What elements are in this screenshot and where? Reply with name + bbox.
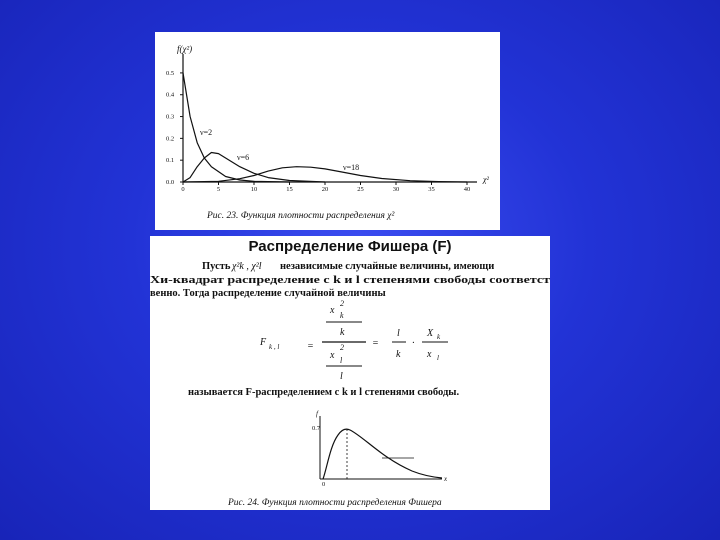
den-top: x bbox=[330, 350, 335, 361]
x-tick-label: 15 bbox=[286, 186, 293, 193]
chi-square-figure-panel bbox=[155, 32, 500, 230]
x-tick-label: 20 bbox=[321, 186, 329, 193]
density-y-label: f bbox=[316, 410, 318, 418]
frac3-num: X bbox=[427, 328, 434, 339]
text-line2: Хи-квадрат распределение с k и l степенями свободы соответст bbox=[150, 275, 550, 286]
text-line1-prefix: Пусть bbox=[202, 261, 231, 272]
frac2-num: l bbox=[397, 328, 400, 339]
x-tick-label: 10 bbox=[250, 186, 258, 193]
text-line3: венно. Тогда распределение случайной величины bbox=[150, 288, 386, 299]
frac3-den: x bbox=[427, 349, 432, 360]
fisher-formula bbox=[259, 299, 448, 382]
num-denom: k bbox=[340, 327, 345, 338]
text-line1-rest: независимые случайные величины, имеющи bbox=[280, 261, 495, 272]
definition-text: называется F-распределением с k и l степенями свободы. bbox=[188, 387, 460, 398]
density-x-label: x bbox=[444, 475, 448, 483]
formula-dot: · bbox=[412, 338, 415, 349]
formula-lhs: F bbox=[260, 337, 267, 348]
chi-square-chart bbox=[155, 32, 500, 230]
den-top-exp: 2 bbox=[340, 343, 344, 352]
curve-label-nu2: ν=2 bbox=[200, 128, 213, 137]
text-line1-vars: χ²k , χ²l bbox=[232, 261, 262, 272]
y-axis-label: f(χ²) bbox=[177, 44, 193, 54]
y-tick-label: 0.4 bbox=[166, 91, 175, 99]
frac2-den: k bbox=[396, 349, 401, 360]
curve-label-nu18: ν=18 bbox=[343, 163, 360, 172]
fisher-density-plot bbox=[312, 410, 448, 488]
den-top-sub: l bbox=[340, 356, 343, 365]
y-tick-label: 0.1 bbox=[166, 157, 175, 165]
x-tick-label: 0 bbox=[181, 186, 185, 193]
formula-lhs-sub: k , l bbox=[269, 343, 280, 351]
x-tick-label: 25 bbox=[357, 186, 364, 193]
series-line-3 bbox=[183, 167, 467, 182]
x-tick-label: 30 bbox=[392, 186, 400, 193]
y-tick-label: 0.0 bbox=[166, 179, 175, 186]
den-denom: l bbox=[340, 371, 343, 382]
num-top: x bbox=[330, 305, 335, 316]
x-tick-labels bbox=[181, 182, 470, 193]
x-tick-label: 40 bbox=[463, 186, 471, 193]
formula-eq2: = bbox=[372, 338, 379, 349]
formula-eq1: = bbox=[307, 341, 314, 352]
x-axis-label: χ² bbox=[483, 175, 489, 184]
fisher-density-curve bbox=[323, 429, 442, 479]
curve-label-nu6: ν=6 bbox=[237, 153, 250, 162]
chi-square-caption: Рис. 23. Функция плотности распределения χ² bbox=[207, 211, 395, 221]
density-y-tick: 0.7 bbox=[312, 425, 321, 432]
y-tick-label: 0.5 bbox=[166, 69, 175, 77]
fisher-section bbox=[150, 236, 550, 510]
fisher-section-panel bbox=[150, 236, 550, 510]
density-x-tick0: 0 bbox=[322, 481, 326, 488]
frac3-num-sub: k bbox=[437, 333, 441, 341]
y-tick-label: 0.2 bbox=[166, 135, 175, 143]
y-tick-labels bbox=[166, 70, 183, 186]
num-top-sub: k bbox=[340, 311, 344, 320]
x-tick-label: 5 bbox=[216, 186, 221, 193]
x-tick-label: 35 bbox=[428, 186, 435, 193]
chi-square-curves bbox=[183, 73, 467, 182]
series-line-1 bbox=[183, 73, 290, 182]
section-heading: Распределение Фишера (F) bbox=[248, 238, 452, 255]
fisher-caption: Рис. 24. Функция плотности распределения Фишера bbox=[228, 498, 442, 508]
y-tick-label: 0.3 bbox=[166, 113, 175, 121]
chi-square-axes bbox=[183, 54, 477, 182]
num-top-exp: 2 bbox=[340, 299, 344, 308]
frac3-den-sub: l bbox=[437, 354, 439, 362]
